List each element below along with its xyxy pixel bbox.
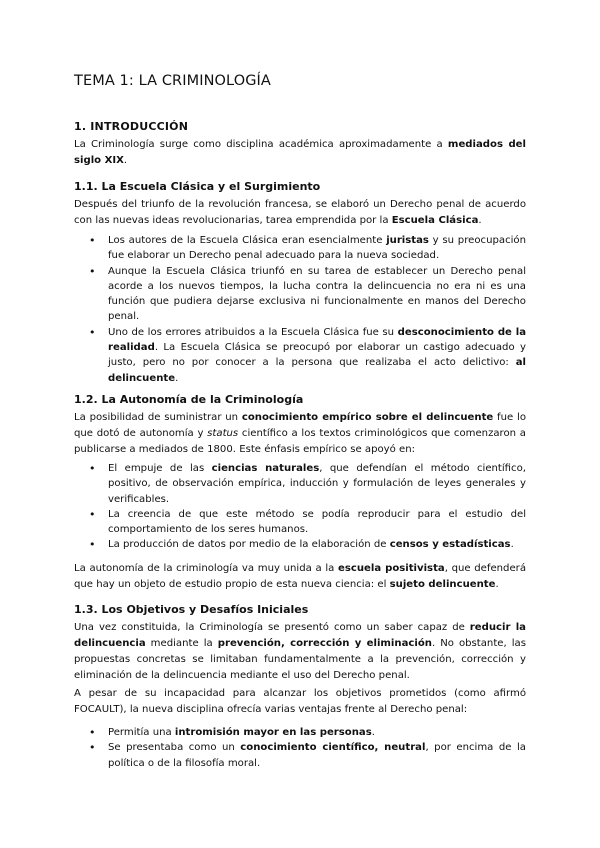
list-item: • La creencia de que este método se podía reproducir para el estudio del comportamiento de los seres humanos. [74,507,526,538]
list-item: • Los autores de la Escuela Clásica eran esencialmente juristas y su preocupación fue elaborar un Derecho penal adecuado para la nueva sociedad. [74,233,526,264]
objetivos-paragraph-1: Una vez constituida, la Criminología se presentó como un saber capaz de reducir la delincuencia mediante la prevención, corrección y eliminación. No obstante, las propuestas concretas se limitaban fundamentalmente a la prevención, corrección y eliminación de la delincuencia mediante el uso del Derecho penal. [74,622,526,681]
section-heading-objetivos: 1.3. Los Objetivos y Desafíos Iniciales [74,603,309,616]
escuela-clasica-paragraph: Después del triunfo de la revolución francesa, se elaboró un Derecho penal de acuerdo con las nuevas ideas revolucionarias, tarea emprendida por la Escuela Clásica. [74,199,526,226]
autonomia-list [74,461,526,553]
section-heading-autonomia: 1.2. La Autonomía de la Criminología [74,393,304,406]
list-item: • Uno de los errores atribuidos a la Escuela Clásica fue su desconocimiento de la realidad. La Escuela Clásica se preocupó por elaborar un castigo adecuado y justo, pero no por conocer a la persona que realizaba el acto delictivo: al delincuente. [74,325,526,386]
list-item: • La producción de datos por medio de la elaboración de censos y estadísticas. [74,537,526,552]
autonomia-closing-paragraph: La autonomía de la criminología va muy unida a la escuela positivista, que defenderá que hay un objeto de estudio propio de esta nueva ciencia: el sujeto delincuente. [74,563,527,590]
section-heading-introduccion: 1. INTRODUCCIÓN [74,120,189,133]
list-item: • El empuje de las ciencias naturales, que defendían el método científico, positivo, de observación empírica, inducción y formulación de leyes generales y verificables. [74,461,526,507]
intro-paragraph: La Criminología surge como disciplina académica aproximadamente a mediados del siglo XIX. [74,139,526,166]
autonomia-paragraph: La posibilidad de suministrar un conocimiento empírico sobre el delincuente fue lo que dotó de autonomía y status científico a los textos criminológicos que comenzaron a publicarse a mediados de 1800. Este énfasis empírico se apoyó en: [74,412,526,455]
list-item: • Aunque la Escuela Clásica triunfó en su tarea de establecer un Derecho penal acorde a los nuevos tiempos, la lucha contra la delincuencia no era ni es una función que pudiera dejarse exclusiva ni funcionalmente en manos del Derecho penal. [74,264,526,325]
escuela-clasica-list [74,233,526,386]
list-item: • Permitía una intromisión mayor en las personas. [74,725,526,740]
section-heading-escuela-clasica: 1.1. La Escuela Clásica y el Surgimiento [74,180,321,193]
objetivos-list [74,725,526,771]
document-title: TEMA 1: LA CRIMINOLOGÍA [74,73,271,89]
objetivos-paragraph-2: A pesar de su incapacidad para alcanzar los objetivos prometidos (como afirmó FOCAULT), la nueva disciplina ofrecía varias ventajas frente al Derecho penal: [74,688,526,715]
list-item: • Se presentaba como un conocimiento científico, neutral, por encima de la política o de la filosofía moral. [74,740,526,771]
